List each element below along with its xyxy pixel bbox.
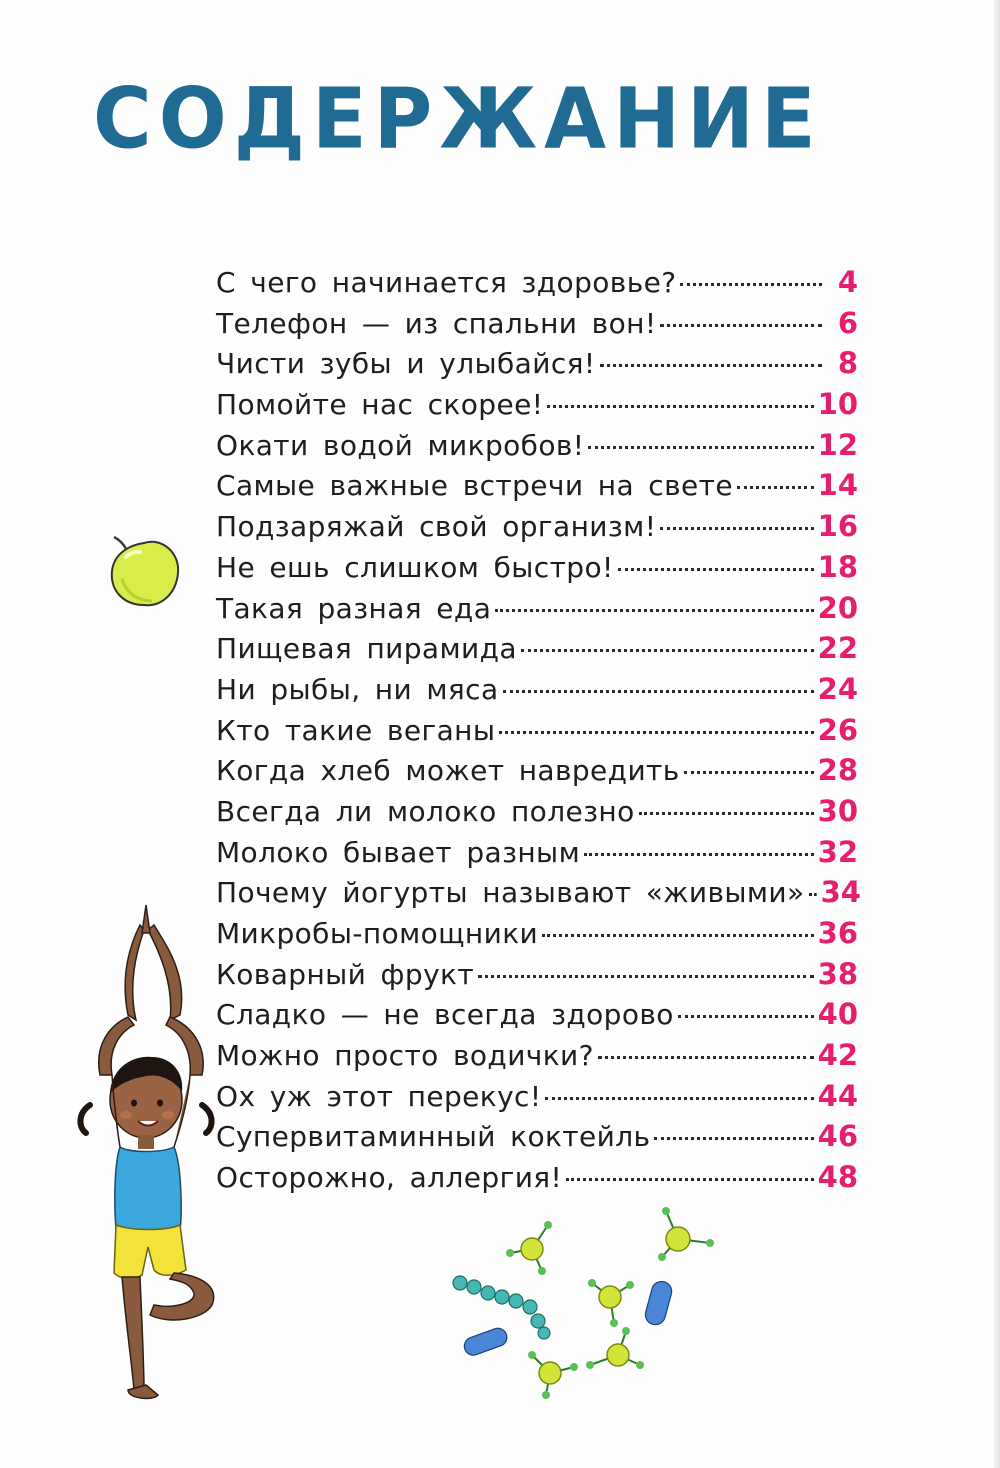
toc-dot-leader [737, 486, 814, 489]
toc-entry [216, 465, 858, 506]
toc-dot-leader [618, 568, 814, 571]
toc-entry [216, 954, 858, 995]
toc-entry [216, 628, 858, 669]
toc-dot-leader [503, 690, 814, 693]
toc-entry-title: Супервитаминный коктейль [216, 1120, 651, 1154]
toc-dot-leader [600, 364, 823, 367]
toc-entry-title: Не ешь слишком быстро! [216, 550, 614, 584]
toc-entry-title: Помойте нас скорее! [216, 388, 544, 422]
yoga-girl-illustration [70, 285, 230, 1415]
toc-entry-title: Когда хлеб может навредить [216, 754, 680, 788]
toc-entry-title: Можно просто водички? [216, 1039, 594, 1073]
toc-dot-leader [809, 893, 817, 896]
toc-entry-page-number: 38 [817, 956, 858, 991]
toc-entry-page-number: 10 [817, 387, 858, 422]
toc-entry [216, 750, 858, 791]
toc-entry-title: Всегда ли молоко полезно [216, 794, 635, 828]
toc-entry-page-number: 8 [837, 346, 858, 381]
toc-dot-leader [478, 975, 814, 978]
toc-dot-leader [680, 283, 822, 286]
toc-entry-page-number: 32 [817, 834, 858, 869]
toc-entry-title: Ох уж этот перекус! [216, 1079, 542, 1113]
toc-entry [216, 425, 858, 466]
toc-entry-page-number: 48 [817, 1160, 858, 1195]
toc-entry-title: Телефон — из спальни вон! [216, 306, 657, 340]
toc-entry-page-number: 20 [817, 590, 858, 625]
toc-entry [216, 1157, 858, 1198]
toc-entry-title: Молоко бывает разным [216, 835, 581, 869]
toc-entry [216, 913, 858, 954]
toc-entry-title: Кто такие веганы [216, 713, 496, 747]
toc-entry-page-number: 44 [817, 1078, 858, 1113]
toc-entry-title: Ни рыбы, ни мяса [216, 672, 499, 706]
toc-dot-leader [588, 446, 813, 449]
toc-entry-title: Чисти зубы и улыбайся! [216, 347, 596, 381]
toc-dot-leader [684, 771, 814, 774]
toc-entry-title: Пищевая пирамида [216, 632, 517, 666]
toc-entry [216, 994, 858, 1035]
table-of-contents [216, 262, 861, 1198]
toc-entry-title: Коварный фрукт [216, 957, 475, 991]
toc-entry-page-number: 30 [817, 793, 858, 828]
toc-entry [216, 384, 858, 425]
toc-entry-title: Сладко — не всегда здорово [216, 998, 674, 1032]
toc-entry [216, 832, 858, 873]
toc-entry-page-number: 18 [817, 549, 858, 584]
toc-dot-leader [547, 405, 813, 408]
toc-entry [216, 872, 861, 913]
toc-entry-page-number: 16 [817, 509, 858, 544]
page-title: СОДЕРЖАНИЕ [93, 69, 823, 168]
toc-entry-page-number: 6 [837, 305, 858, 340]
toc-entry [216, 1116, 858, 1157]
toc-dot-leader [660, 527, 813, 530]
toc-dot-leader [521, 649, 814, 652]
toc-entry [216, 547, 858, 588]
toc-entry-title: Почему йогурты называют «живыми» [216, 876, 805, 910]
toc-entry-title: Подзаряжай свой организм! [216, 510, 657, 544]
toc-entry [216, 1076, 858, 1117]
toc-entry-page-number: 40 [817, 997, 858, 1032]
toc-dot-leader [545, 1097, 813, 1100]
toc-entry-title: Самые важные встречи на свете [216, 469, 733, 503]
toc-entry [216, 669, 858, 710]
toc-entry-page-number: 42 [817, 1038, 858, 1073]
toc-entry [216, 303, 858, 344]
toc-entry-title: Такая разная еда [216, 591, 492, 625]
toc-entry-page-number: 28 [817, 753, 858, 788]
toc-entry-title: Осторожно, аллергия! [216, 1161, 563, 1195]
toc-dot-leader [654, 1137, 813, 1140]
toc-entry [216, 1035, 858, 1076]
toc-entry [216, 588, 858, 629]
toc-entry [216, 710, 858, 751]
toc-entry-page-number: 4 [837, 265, 858, 299]
toc-entry [216, 262, 858, 303]
toc-entry-title: С чего начинается здоровье? [216, 266, 677, 299]
toc-entry [216, 506, 858, 547]
microbes-illustration [450, 1205, 720, 1405]
toc-dot-leader [566, 1178, 813, 1181]
toc-entry-page-number: 46 [817, 1119, 858, 1154]
toc-dot-leader [660, 324, 822, 327]
toc-dot-leader [584, 853, 814, 856]
toc-entry-page-number: 24 [817, 671, 858, 706]
toc-entry-page-number: 22 [817, 631, 858, 666]
toc-entry-page-number: 26 [817, 712, 858, 747]
toc-dot-leader [495, 609, 813, 612]
toc-entry-title: Микробы-помощники [216, 917, 539, 950]
toc-entry-page-number: 34 [820, 875, 861, 910]
toc-dot-leader [598, 1056, 814, 1059]
toc-dot-leader [542, 934, 814, 937]
toc-entry [216, 791, 858, 832]
toc-entry-page-number: 12 [817, 427, 858, 462]
page-edge [994, 0, 1000, 1468]
toc-entry-page-number: 14 [817, 468, 858, 503]
toc-entry-title: Окати водой микробов! [216, 428, 585, 462]
toc-entry-page-number: 36 [817, 916, 858, 950]
toc-dot-leader [499, 731, 813, 734]
toc-entry [216, 343, 858, 384]
toc-dot-leader [639, 812, 814, 815]
toc-dot-leader [678, 1015, 814, 1018]
